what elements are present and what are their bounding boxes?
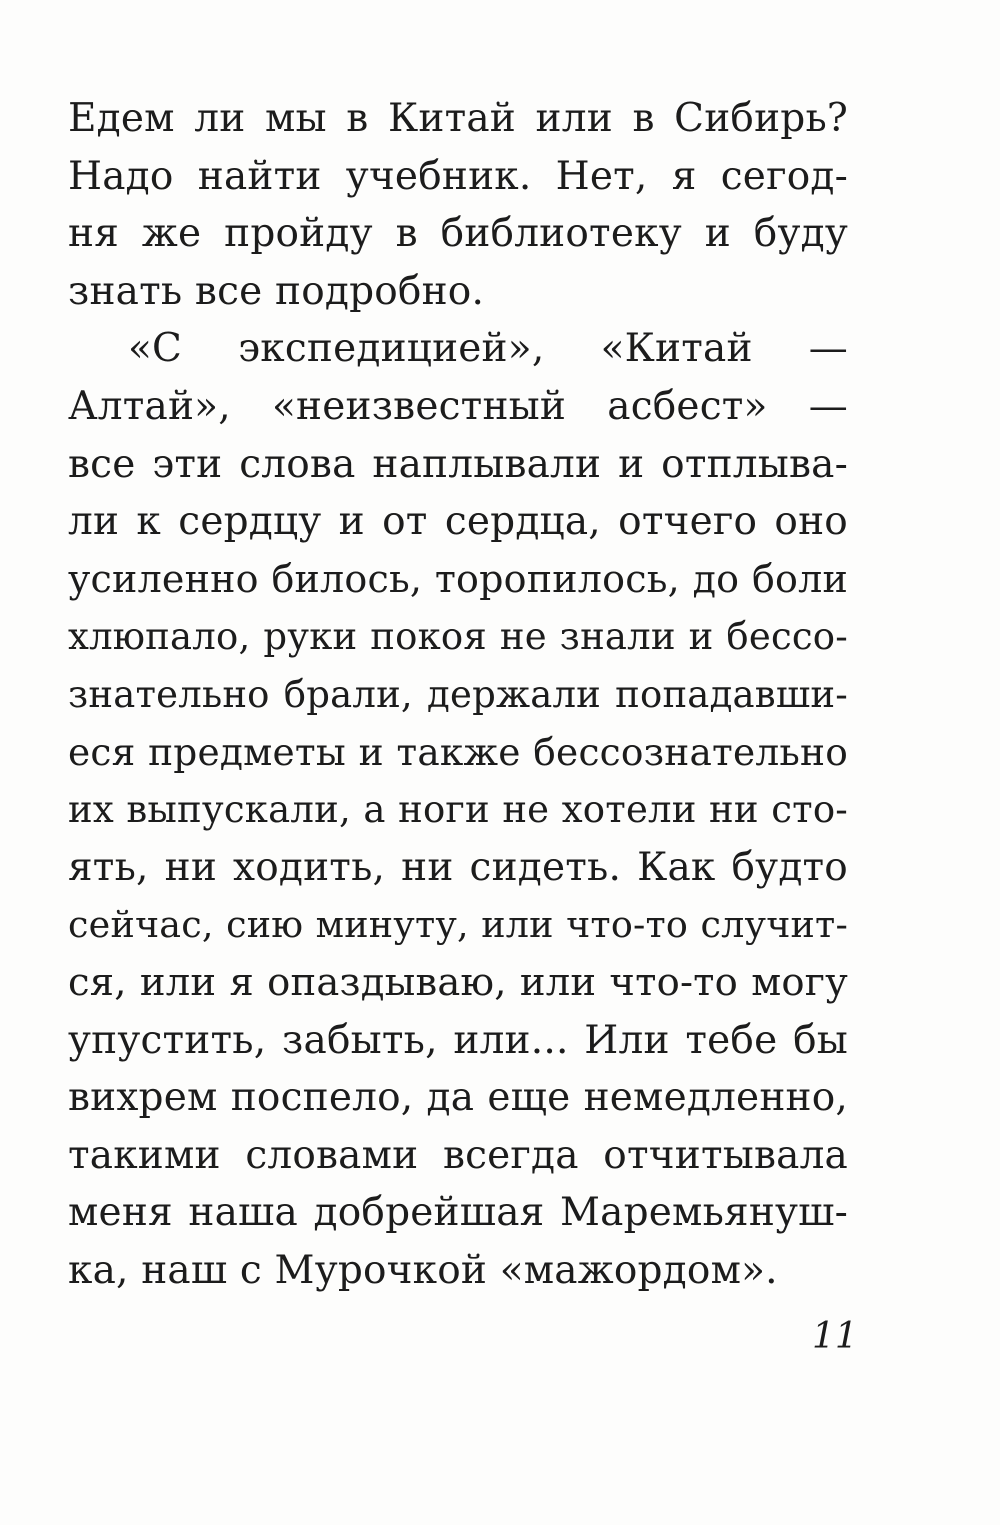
text-line: Алтай», «неизвестный асбест» —: [68, 383, 848, 429]
text-line: знать все подробно.: [68, 268, 485, 314]
text-line: ка, наш с Мурочкой «мажордом».: [68, 1247, 778, 1293]
text-line: усиленно билось, торопилось, до боли: [68, 556, 848, 601]
text-line: знательно брали, держали попадавши-: [68, 672, 848, 716]
text-line: ся, или я опаздываю, или что-то могу: [68, 959, 848, 1005]
page-number: 11: [812, 1316, 858, 1357]
text-line: их выпускали, а ноги не хотели ни сто-: [68, 788, 848, 832]
text-line: меня наша добрейшая Маремьянуш-: [68, 1190, 848, 1236]
paragraph-2: [68, 320, 848, 1299]
body-text: [68, 90, 848, 1299]
text-line: Едем ли мы в Китай или в Сибирь?: [68, 96, 848, 141]
text-line: «С экспедицией», «Китай —: [128, 326, 848, 372]
text-line: ять, ни ходить, ни сидеть. Как будто: [68, 844, 848, 890]
text-line: хлюпало, руки покоя не знали и бессо-: [68, 615, 848, 659]
text-line: ня же пройду в библиотеку и буду: [68, 211, 848, 257]
paragraph-1: [68, 90, 848, 320]
text-line: вихрем поспело, да еще немедленно,: [68, 1075, 848, 1121]
text-line: такими словами всегда отчитывала: [68, 1132, 848, 1178]
text-line: ли к сердцу и от сердца, отчего оно: [68, 499, 848, 545]
text-line: сейчас, сию минуту, или что-то случит-: [68, 903, 848, 947]
text-line: все эти слова наплывали и отплыва-: [68, 441, 848, 487]
text-line: еся предметы и также бессознательно: [68, 729, 848, 774]
text-line: упустить, забыть, или... Или тебе бы: [68, 1017, 848, 1063]
text-line: Надо найти учебник. Нет, я сегод-: [68, 153, 848, 199]
